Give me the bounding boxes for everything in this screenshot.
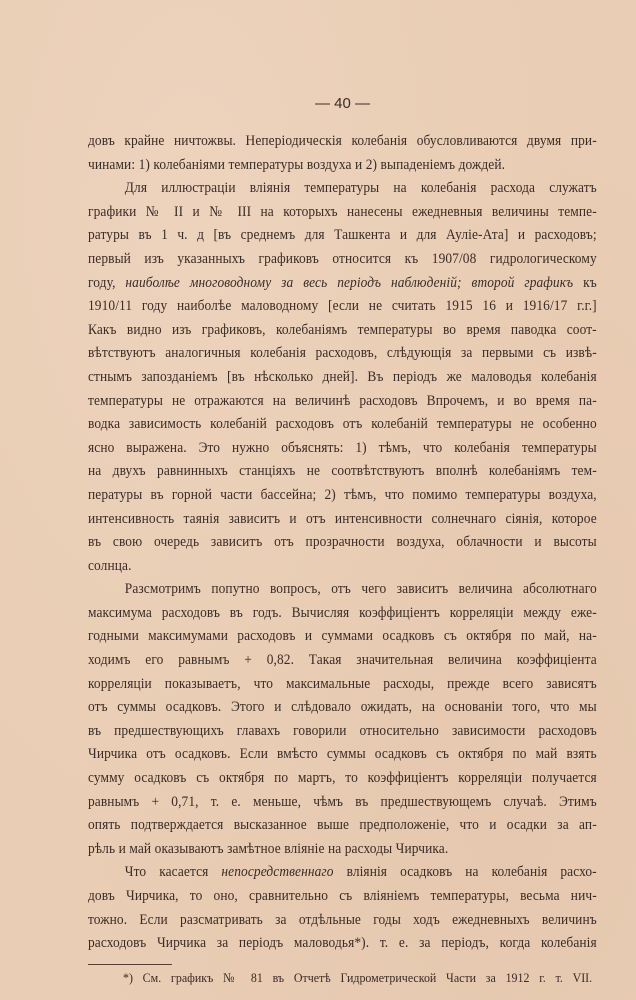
text-line: пературы въ горной части бассейна; 2) тѣмъ, что помимо температуры воздуха, (88, 486, 597, 503)
text-line: Чирчика отъ осадковъ. Если вмѣсто суммы осадковъ съ октября по май взять (88, 746, 597, 763)
text-line: на двухъ равнинныхъ станцiяхъ не соотвѣтствуютъ вполнѣ колебанiямъ тем- (88, 463, 597, 480)
text-line: рѣль и май оказываютъ замѣтное влiянiе на расходы Чирчика. (88, 840, 449, 857)
body-text (88, 130, 597, 956)
text-line: ходимъ его равнымъ + 0,82. Такая значительная величина коэффицiента (88, 652, 597, 669)
text-line: равнымъ + 0,71, т. е. меньше, чѣмъ въ предшествующемъ случаѣ. Этимъ (88, 793, 597, 810)
text-line: графики № II и № III на которыхъ нанесены ежедневныя величины темпе- (88, 203, 597, 220)
text-line: тожно. Если разсматривать за отдѣльные годы ходъ ежедневныхъ величинъ (88, 911, 597, 928)
text-normal: къ (573, 274, 597, 291)
text-line: довъ крайне ничтожвы. Непеpiодическiя колебанiя обусловливаются двумя при- (88, 133, 597, 149)
text-line: стнымъ запозданiемъ [въ нѣсколько дней]. Въ перiодъ же маловодья колебанiя (88, 368, 597, 385)
text-line: солнца. (88, 557, 132, 574)
text-line: температуры не отражаются на величинѣ расходовъ Впрочемъ, и во время па- (88, 392, 597, 409)
text-line: расходовъ Чирчика за перiодъ маловодья*). т. е. за перiодъ, когда колебанiя (88, 935, 597, 952)
text-line: годными максимумами расходовъ и суммами осадковъ съ октября по май, на- (88, 628, 597, 645)
footnote: *) См. графикъ № 81 въ Отчетѣ Гидрометрической Части за 1912 г. т. VII. (122, 969, 593, 985)
text-line: сумму осадковъ съ октября по мартъ, то коэффицiентъ корреляцiи получается (88, 770, 597, 787)
text-normal: Что касается (124, 864, 222, 881)
text-line: ратуры въ 1 ч. д [въ среднемъ для Ташкента и для Аулiе-Ата] и расходовъ; (88, 227, 597, 244)
text-line: интенсивность таянiя зависитъ и отъ интенсивности солнечнаго сiянiя, которое (88, 510, 597, 527)
footnote-divider (88, 964, 172, 965)
paragraph-start-line: Для иллюстрацiи влiянiя температуры на колебанiя расхода служатъ (124, 180, 597, 197)
text-italic: наиболѣе многоводному за весь перiодъ наблюденiй; второй графикъ (125, 274, 574, 291)
text-line: въ предшествующихъ главахъ говорили относительно зависимости расходовъ (88, 722, 597, 739)
text-normal: влiянiя осадковъ на колебанiя расхо- (333, 864, 597, 881)
text-line: первый изъ указанныхъ графиковъ относится къ 1907/08 гидрологическому (88, 250, 597, 267)
text-line: довъ Чирчика, то оно, сравнительно съ влiянiемъ температуры, весьма нич- (88, 888, 597, 904)
text-line: корреляцiи показываетъ, что максимальные расходы, прежде всего зависятъ (88, 675, 597, 692)
text-line: вѣтствуютъ аналогичныя колебанiя расходовъ, слѣдующiя за первыми съ извѣ- (88, 345, 597, 362)
document-page (88, 92, 597, 989)
text-line-italic-mixed (88, 272, 597, 296)
text-line: водка зависимость колебанiй расходовъ отъ колебанiй температуры не особенно (88, 416, 597, 433)
text-line: опять подтверждается высказанное выше предположенiе, что и осадки за ап- (88, 817, 597, 834)
text-line: максимума расходовъ въ годъ. Вычисляя коэффицiентъ корреляцiи между еже- (88, 604, 597, 621)
text-line: 1910/11 году наиболѣе маловодному [если не считать 1915 16 и 1916/17 г.г.] (88, 298, 597, 315)
paragraph-start-line: Разсмотримъ попутно вопросъ, отъ чего зависитъ величина абсолютнаго (124, 581, 597, 598)
text-normal: году, (88, 274, 126, 291)
text-line: въ свою очередь зависитъ отъ прозрачности воздуха, облачности и высоты (88, 534, 597, 551)
page-number: — 40 — (314, 95, 371, 112)
text-line: Какъ видно изъ графиковъ, колебанiямъ температуры во время паводка соот- (88, 321, 597, 338)
text-italic: непосредственнаго (221, 864, 334, 881)
text-line: отъ суммы осадковъ. Этого и слѣдовало ожидать, на основанiи того, что мы (88, 699, 597, 716)
paragraph-start-line-italic-mixed (88, 861, 597, 885)
text-line: ясно выражена. Это нужно объяснять: 1) тѣмъ, что колебанiя температуры (88, 439, 597, 456)
text-line: чинами: 1) колебанiями температуры воздуха и 2) выпаденiемъ дождей. (88, 156, 506, 173)
